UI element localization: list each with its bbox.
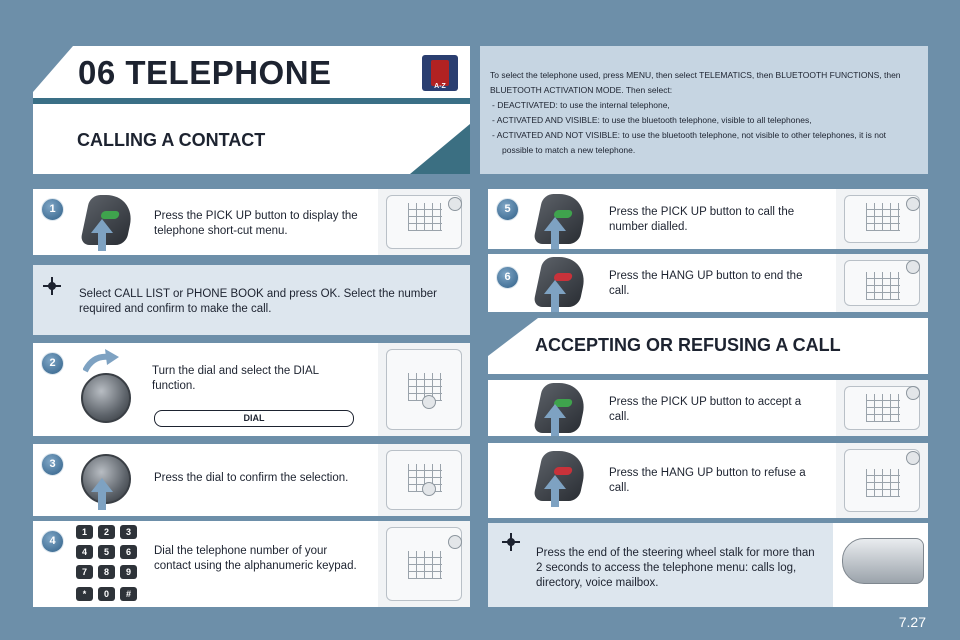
keypad-key: 6: [120, 545, 137, 559]
intro-item: - ACTIVATED AND NOT VISIBLE: to use the bluetooth telephone, not visible to other telephones, it is not possible to match a new telephone.: [492, 130, 887, 155]
keypad-key: 4: [76, 545, 93, 559]
intro-item: - ACTIVATED AND VISIBLE: to use the bluetooth telephone, visible to all telephones,: [492, 115, 812, 125]
keypad-key: 1: [76, 525, 93, 539]
press-arrow-shaft: [98, 492, 106, 510]
step-6-panel: [488, 254, 928, 312]
steering-stalk-icon: [842, 538, 924, 584]
step-text: Turn the dial and select the DIAL function.: [152, 365, 319, 392]
stalk-tip-panel: [488, 523, 833, 607]
accept-text: Press the PICK UP button to accept a call.: [609, 396, 802, 423]
radio-unit-thumbnail: [836, 189, 928, 249]
press-arrow-shaft: [551, 418, 559, 436]
press-arrow-shaft: [551, 294, 559, 312]
step-5-panel: [488, 189, 928, 249]
alphanumeric-keypad: [76, 525, 138, 603]
radio-unit-thumbnail: [836, 443, 928, 518]
intro-panel: [480, 46, 928, 174]
step-text: Press the dial to confirm the selection.: [154, 472, 349, 484]
header-panel: [33, 46, 470, 174]
accepting-title: ACCEPTING OR REFUSING A CALL: [535, 335, 841, 355]
refuse-text: Press the HANG UP button to refuse a call.: [609, 467, 806, 494]
step-text: Press the PICK UP button to display the telephone short-cut menu.: [154, 210, 358, 237]
keypad-key: 0: [98, 587, 115, 601]
tip-lightbulb-icon: [43, 277, 61, 295]
press-arrow-shaft: [551, 489, 559, 507]
step-number: 3: [41, 453, 64, 476]
step-text: Press the HANG UP button to end the call.: [609, 270, 803, 297]
press-arrow-icon: [544, 404, 566, 418]
intro-paragraph: To select the telephone used, press MENU, then select TELEMATICS, then BLUETOOTH FUNCTIONS, then BLUETOOTH ACTIVATION MODE. Then select:: [490, 70, 901, 95]
step-text: Dial the telephone number of your contact using the alphanumeric keypad.: [154, 545, 357, 572]
header-corner-cut: [33, 46, 73, 92]
tip-text: Select CALL LIST or PHONE BOOK and press OK. Select the number required and confirm to make the call.: [79, 288, 437, 315]
radio-unit-thumbnail: [836, 380, 928, 436]
keypad-key: 2: [98, 525, 115, 539]
step-number: 5: [496, 198, 519, 221]
keypad-key: 8: [98, 565, 115, 579]
header-divider: [33, 98, 470, 104]
press-arrow-icon: [544, 475, 566, 489]
intro-list: [490, 98, 918, 158]
accept-call-panel: [488, 380, 928, 436]
rotate-arrow-icon: [83, 349, 119, 373]
step-text: Press the PICK UP button to call the number dialled.: [609, 206, 795, 233]
stalk-tip-text: Press the end of the steering wheel stalk for more than 2 seconds to access the telephone menu: calls log, directory, voice mailbox.: [536, 547, 815, 589]
radio-unit-thumbnail: [378, 521, 470, 607]
page-number: 7.27: [898, 614, 926, 630]
press-arrow-shaft: [98, 233, 106, 251]
step-number: 2: [41, 352, 64, 375]
keypad-key: 7: [76, 565, 93, 579]
refuse-call-panel: [488, 443, 928, 518]
keypad-key: 3: [120, 525, 137, 539]
step-3-panel: [33, 444, 470, 516]
step-1-panel: [33, 189, 470, 255]
tip-lightbulb-icon: [502, 533, 520, 551]
intro-item: - DEACTIVATED: to use the internal telephone,: [492, 100, 670, 110]
header-corner-triangle: [410, 124, 470, 174]
chapter-title: 06 TELEPHONE: [78, 54, 332, 91]
radio-unit-thumbnail: [378, 343, 470, 436]
directory-book-icon: [422, 55, 458, 91]
press-arrow-icon: [91, 219, 113, 233]
dial-knob-icon: [81, 373, 131, 423]
dial-menu-label: DIAL: [154, 410, 354, 427]
press-arrow-icon: [544, 217, 566, 231]
keypad-key: 9: [120, 565, 137, 579]
keypad-key: 5: [98, 545, 115, 559]
tip-1-panel: [33, 265, 470, 335]
book-icon-label: A-Z: [434, 83, 446, 90]
header-corner-triangle: [488, 318, 538, 374]
keypad-key: #: [120, 587, 137, 601]
press-arrow-shaft: [551, 231, 559, 249]
press-arrow-icon: [544, 280, 566, 294]
keypad-key: *: [76, 587, 93, 601]
step-number: 6: [496, 266, 519, 289]
section-title: CALLING A CONTACT: [77, 130, 266, 150]
step-number: 4: [41, 530, 64, 553]
press-arrow-icon: [91, 478, 113, 492]
radio-unit-thumbnail: [378, 189, 470, 255]
radio-unit-thumbnail: [836, 254, 928, 312]
radio-unit-thumbnail: [378, 444, 470, 516]
step-number: 1: [41, 198, 64, 221]
